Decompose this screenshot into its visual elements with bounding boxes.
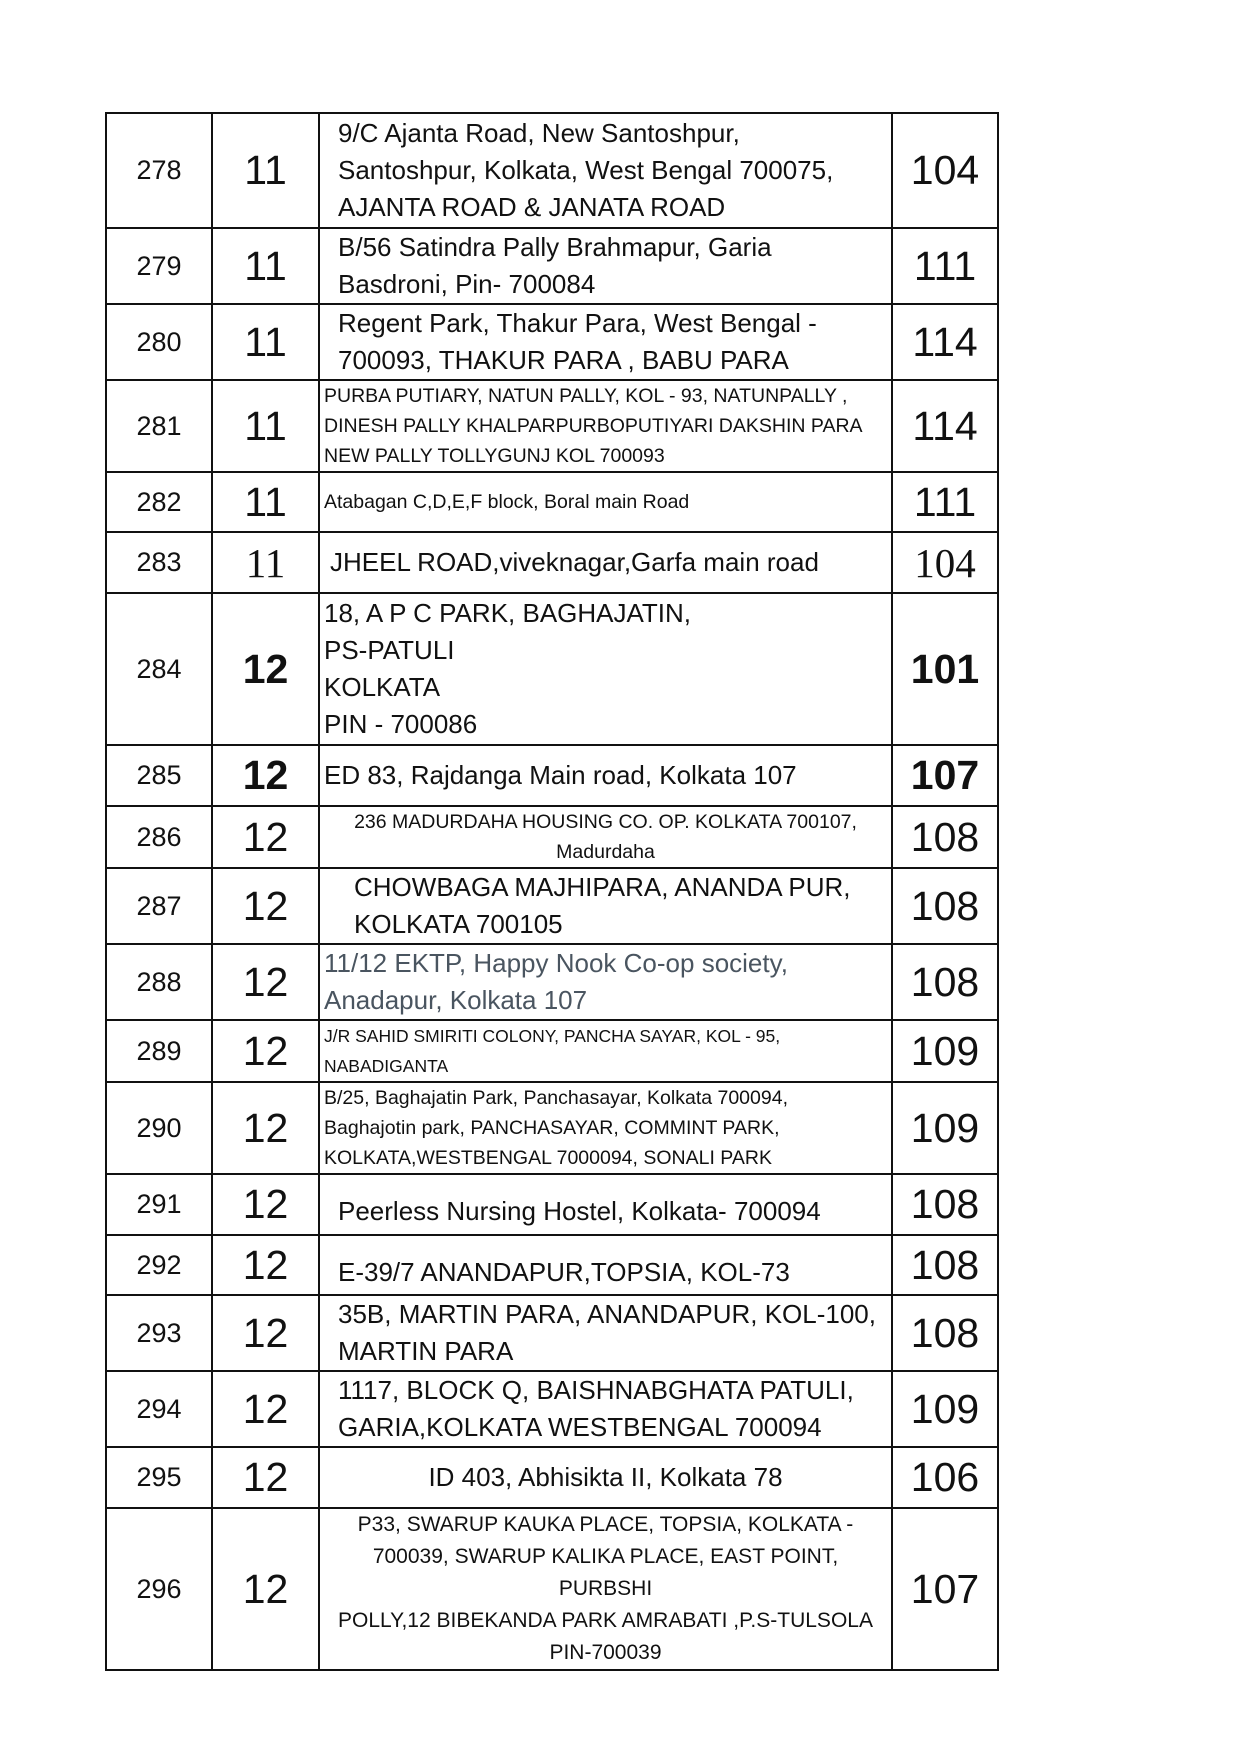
- table-row: [106, 1508, 998, 1670]
- address: 18, A P C PARK, BAGHAJATIN, PS-PATULI KOLKATA PIN - 700086: [319, 593, 892, 745]
- address: ID 403, Abhisikta II, Kolkata 78: [319, 1447, 892, 1508]
- ward-number: 12: [212, 745, 319, 806]
- table-row: [106, 593, 998, 745]
- serial-number: 291: [106, 1174, 212, 1235]
- serial-number: 287: [106, 868, 212, 944]
- ward-number: 12: [212, 1295, 319, 1371]
- serial-number: 290: [106, 1082, 212, 1174]
- table-row: [106, 380, 998, 472]
- booth-number: 104: [892, 532, 998, 593]
- serial-number: 296: [106, 1508, 212, 1670]
- ward-number: 11: [212, 228, 319, 304]
- serial-number: 282: [106, 472, 212, 532]
- serial-number: 293: [106, 1295, 212, 1371]
- booth-number: 101: [892, 593, 998, 745]
- table-row: [106, 472, 998, 532]
- ward-number: 11: [212, 472, 319, 532]
- address: Peerless Nursing Hostel, Kolkata- 700094: [319, 1174, 892, 1235]
- address: PURBA PUTIARY, NATUN PALLY, KOL - 93, NATUNPALLY , DINESH PALLY KHALPARPURBOPUTIYARI DAKSHIN PARA NEW PALLY TOLLYGUNJ KOL 700093: [319, 380, 892, 472]
- ward-number: 12: [212, 1235, 319, 1295]
- booth-number: 114: [892, 380, 998, 472]
- booth-number: 107: [892, 1508, 998, 1670]
- serial-number: 288: [106, 944, 212, 1020]
- table-row: [106, 1447, 998, 1508]
- table-row: [106, 745, 998, 806]
- booth-number: 108: [892, 1295, 998, 1371]
- table-row: [106, 868, 998, 944]
- serial-number: 279: [106, 228, 212, 304]
- serial-number: 278: [106, 113, 212, 228]
- address: Atabagan C,D,E,F block, Boral main Road: [319, 472, 892, 532]
- booth-number: 109: [892, 1020, 998, 1082]
- ward-number: 12: [212, 1447, 319, 1508]
- address: CHOWBAGA MAJHIPARA, ANANDA PUR, KOLKATA 700105: [319, 868, 892, 944]
- booth-number: 111: [892, 472, 998, 532]
- address: 35B, MARTIN PARA, ANANDAPUR, KOL-100, MARTIN PARA: [319, 1295, 892, 1371]
- serial-number: 283: [106, 532, 212, 593]
- ward-number: 11: [212, 113, 319, 228]
- address: P33, SWARUP KAUKA PLACE, TOPSIA, KOLKATA - 700039, SWARUP KALIKA PLACE, EAST POINT, PURBSHI POLLY,12 BIBEKANDA PARK AMRABATI ,P.S-TULSOLA PIN-700039: [319, 1508, 892, 1670]
- ward-number: 12: [212, 1508, 319, 1670]
- table-row: [106, 532, 998, 593]
- ward-number: 11: [212, 380, 319, 472]
- table-row: [106, 304, 998, 380]
- booth-number: 108: [892, 1235, 998, 1295]
- booth-number: 108: [892, 806, 998, 868]
- table-row: [106, 1295, 998, 1371]
- table-row: [106, 944, 998, 1020]
- address: 9/C Ajanta Road, New Santoshpur, Santoshpur, Kolkata, West Bengal 700075, AJANTA ROAD & JANATA ROAD: [319, 113, 892, 228]
- booth-number: 108: [892, 868, 998, 944]
- serial-number: 289: [106, 1020, 212, 1082]
- booth-number: 111: [892, 228, 998, 304]
- table-row: [106, 1235, 998, 1295]
- serial-number: 285: [106, 745, 212, 806]
- booth-number: 106: [892, 1447, 998, 1508]
- serial-number: 295: [106, 1447, 212, 1508]
- booth-number: 114: [892, 304, 998, 380]
- booth-number: 104: [892, 113, 998, 228]
- ward-number: 12: [212, 593, 319, 745]
- serial-number: 280: [106, 304, 212, 380]
- ward-number: 12: [212, 806, 319, 868]
- table-row: [106, 1020, 998, 1082]
- booth-number: 108: [892, 944, 998, 1020]
- booth-number: 109: [892, 1371, 998, 1447]
- serial-number: 294: [106, 1371, 212, 1447]
- address: E-39/7 ANANDAPUR,TOPSIA, KOL-73: [319, 1235, 892, 1295]
- table-row: [106, 806, 998, 868]
- address: 236 MADURDAHA HOUSING CO. OP. KOLKATA 700107, Madurdaha: [319, 806, 892, 868]
- ward-number: 12: [212, 1371, 319, 1447]
- table-row: [106, 113, 998, 228]
- serial-number: 284: [106, 593, 212, 745]
- address: ED 83, Rajdanga Main road, Kolkata 107: [319, 745, 892, 806]
- ward-number: 12: [212, 1020, 319, 1082]
- address: 1117, BLOCK Q, BAISHNABGHATA PATULI, GARIA,KOLKATA WESTBENGAL 700094: [319, 1371, 892, 1447]
- ward-number: 12: [212, 1082, 319, 1174]
- address: B/25, Baghajatin Park, Panchasayar, Kolkata 700094, Baghajotin park, PANCHASAYAR, COMMINT PARK, KOLKATA,WESTBENGAL 7000094, SONALI PARK: [319, 1082, 892, 1174]
- address: Regent Park, Thakur Para, West Bengal - 700093, THAKUR PARA , BABU PARA: [319, 304, 892, 380]
- ward-number: 11: [212, 304, 319, 380]
- polling-booth-table: [105, 112, 999, 1671]
- ward-number: 11: [212, 532, 319, 593]
- address: JHEEL ROAD,viveknagar,Garfa main road: [319, 532, 892, 593]
- booth-number: 108: [892, 1174, 998, 1235]
- ward-number: 12: [212, 868, 319, 944]
- table-row: [106, 1082, 998, 1174]
- table-row: [106, 1371, 998, 1447]
- address: 11/12 EKTP, Happy Nook Co-op society, Anadapur, Kolkata 107: [319, 944, 892, 1020]
- ward-number: 12: [212, 1174, 319, 1235]
- address: B/56 Satindra Pally Brahmapur, Garia Basdroni, Pin- 700084: [319, 228, 892, 304]
- booth-number: 109: [892, 1082, 998, 1174]
- serial-number: 286: [106, 806, 212, 868]
- booth-number: 107: [892, 745, 998, 806]
- table-row: [106, 1174, 998, 1235]
- address: J/R SAHID SMIRITI COLONY, PANCHA SAYAR, KOL - 95, NABADIGANTA: [319, 1020, 892, 1082]
- serial-number: 281: [106, 380, 212, 472]
- serial-number: 292: [106, 1235, 212, 1295]
- table-row: [106, 228, 998, 304]
- ward-number: 12: [212, 944, 319, 1020]
